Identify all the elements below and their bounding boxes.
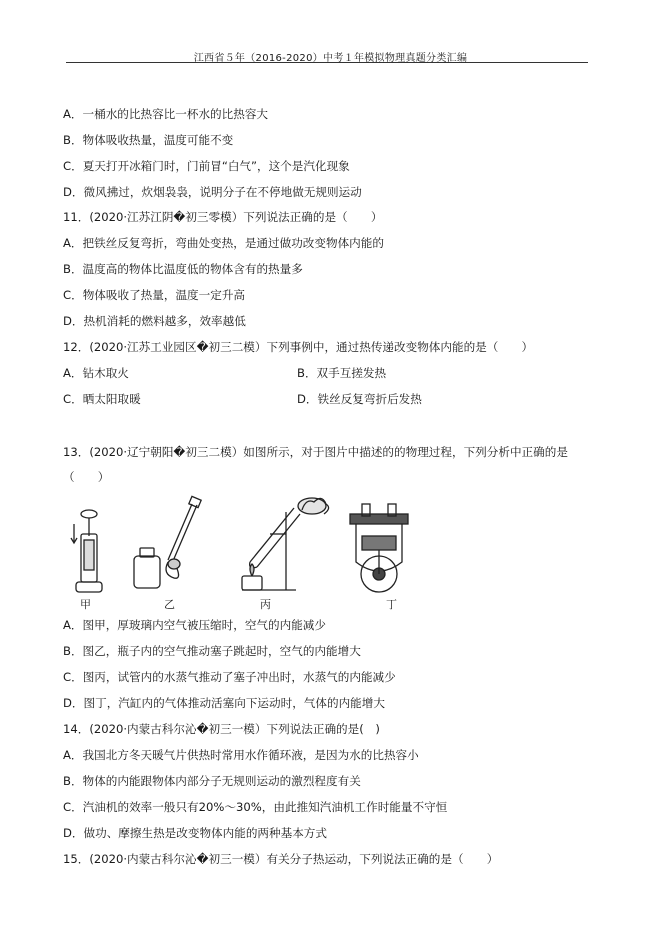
- fig-ding-apparatus: [350, 504, 408, 592]
- header-divider: [66, 62, 588, 63]
- q11-option-b: B．温度高的物体比温度低的物体含有的热量多: [63, 262, 303, 276]
- q13-figure: [64, 494, 434, 612]
- q13-option-a: A．图甲，厚玻璃内空气被压缩时，空气的内能减少: [63, 618, 326, 632]
- q13-stem-blank: （ ）: [63, 470, 110, 484]
- q10-option-a: A．一桶水的比热容比一杯水的比热容大: [63, 107, 269, 121]
- q13-stem: 13．(2020·辽宁朝阳�初三二模）如图所示，对于图片中描述的的物理过程，下列分析中正确的是: [63, 445, 568, 459]
- q11-option-d: D．热机消耗的燃料越多，效率越低: [63, 314, 246, 328]
- q11-stem: 11．(2020·江苏江阴�初三零模）下列说法正确的是（ ）: [63, 210, 383, 224]
- q13-option-b: B．图乙，瓶子内的空气推动塞子跳起时，空气的内能增大: [63, 644, 361, 658]
- q14-option-b: B．物体的内能跟物体内部分子无规则运动的激烈程度有关: [63, 774, 361, 788]
- fig-label-ding: 丁: [386, 598, 397, 611]
- q15-stem: 15．(2020·内蒙古科尔沁�初三一模）有关分子热运动，下列说法正确的是（ ）: [63, 852, 499, 866]
- q14-option-d: D．做功、摩擦生热是改变物体内能的两种基本方式: [63, 826, 327, 840]
- q14-option-c: C．汽油机的效率一般只有20%～30%，由此推知汽油机工作时能量不守恒: [63, 800, 448, 814]
- q12-option-b: B．双手互搓发热: [297, 366, 387, 380]
- q10-option-c: C．夏天打开冰箱门时，门前冒“白气”，这个是汽化现象: [63, 159, 350, 173]
- fig-yi-apparatus: [134, 496, 201, 588]
- q12-option-d: D．铁丝反复弯折后发热: [297, 392, 422, 406]
- q13-figure-drawing: [64, 494, 434, 612]
- fig-label-bing: 丙: [260, 598, 271, 611]
- q10-option-b: B．物体吸收热量，温度可能不变: [63, 133, 234, 147]
- q12-stem: 12．(2020·江苏工业园区�初三二模）下列事例中，通过热传递改变物体内能的是（ ）: [63, 340, 534, 354]
- q14-option-a: A．我国北方冬天暖气片供热时常用水作循环液，是因为水的比热容小: [63, 748, 419, 762]
- q14-stem: 14．(2020·内蒙古科尔沁�初三一模）下列说法正确的是( ): [63, 722, 380, 736]
- q12-option-c: C．晒太阳取暖: [63, 392, 141, 406]
- page-header: 江西省５年（2016-2020）中考１年模拟物理真题分类汇编: [193, 53, 468, 64]
- q13-option-c: C．图丙，试管内的水蒸气推动了塞子冲出时，水蒸气的内能减少: [63, 670, 396, 684]
- q12-option-a: A．钻木取火: [63, 366, 129, 380]
- q11-option-a: A．把铁丝反复弯折，弯曲处变热，是通过做功改变物体内能的: [63, 236, 384, 250]
- q11-option-c: C．物体吸收了热量，温度一定升高: [63, 288, 246, 302]
- fig-label-yi: 乙: [164, 598, 175, 611]
- fig-label-jia: 甲: [80, 598, 91, 611]
- q13-option-d: D．图丁，汽缸内的气体推动活塞向下运动时，气体的内能增大: [63, 696, 385, 710]
- fig-jia-apparatus: [71, 510, 102, 592]
- q10-option-d: D．微风拂过，炊烟袅袅，说明分子在不停地做无规则运动: [63, 185, 362, 199]
- fig-bing-apparatus: [242, 498, 329, 590]
